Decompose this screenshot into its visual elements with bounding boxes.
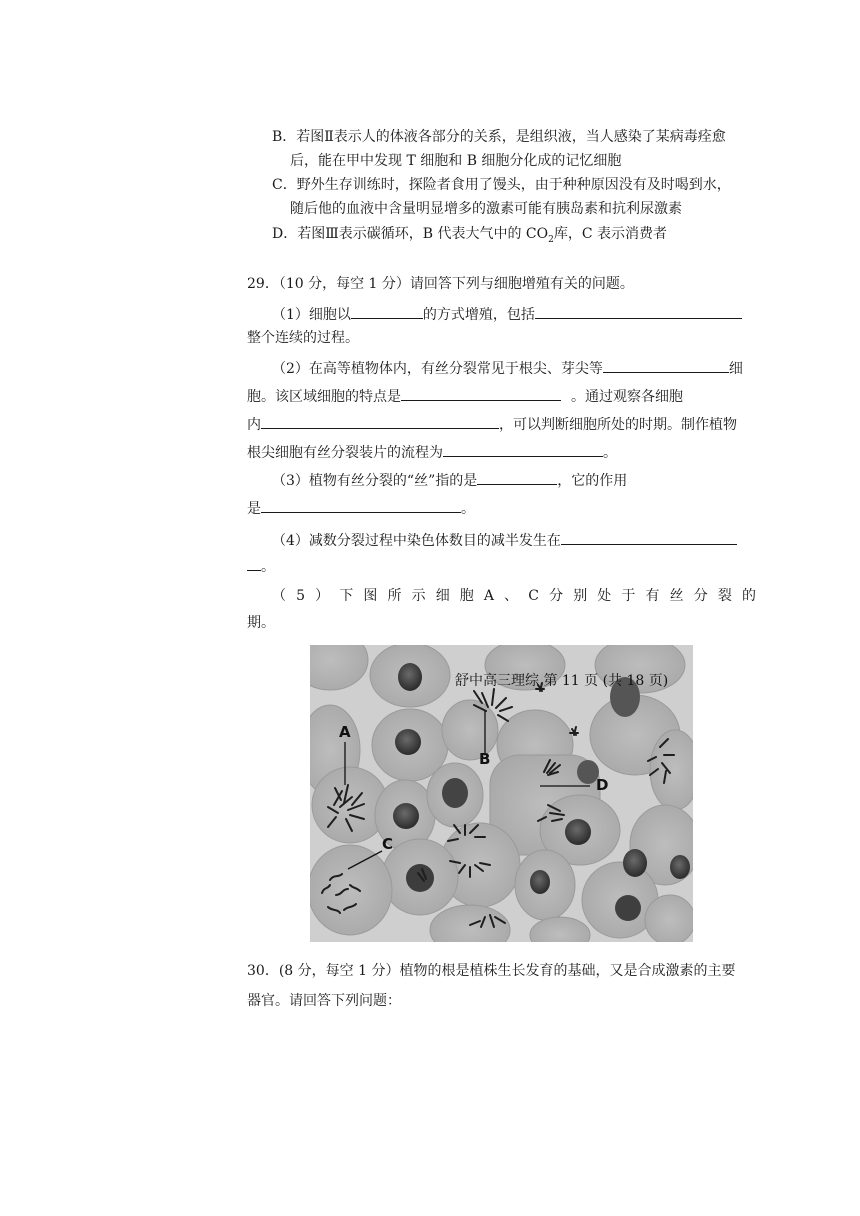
label-d: D bbox=[596, 776, 609, 794]
q29-part4-text-a: （4）减数分裂过程中染色体数目的减半发生在 bbox=[272, 533, 561, 549]
q29-part3-text-c: 是 bbox=[247, 501, 261, 517]
q29-part2-line2 bbox=[247, 386, 683, 407]
answer-blank-5[interactable] bbox=[261, 414, 499, 429]
q29-part3-text-d: 。 bbox=[461, 501, 475, 517]
option-c-line2: 随后他的血液中含量明显增多的激素可能有胰岛素和抗利尿激素 bbox=[290, 201, 682, 217]
p5-char: A bbox=[483, 588, 495, 604]
q29-part3-line2 bbox=[247, 498, 475, 519]
option-c-line1: C．野外生存训练时，探险者食用了馒头，由于种种原因没有及时喝到水， bbox=[272, 177, 731, 193]
q29-part4-text-b: 。 bbox=[261, 559, 275, 575]
q29-part5-line1 bbox=[272, 586, 756, 606]
q29-part1-line2: 整个连续的过程。 bbox=[247, 330, 359, 346]
option-d-text: D．若图Ⅲ表示碳循环，B 代表大气中的 CO bbox=[272, 226, 549, 242]
q29-part1-text-a: （1）细胞以 bbox=[272, 307, 351, 323]
q30-line1: 30．(8 分，每空 1 分）植物的根是植株生长发育的基础，又是合成激素的主要 bbox=[247, 963, 736, 979]
p5-char: C bbox=[528, 588, 539, 604]
p5-char: （ bbox=[272, 588, 286, 604]
q29-part2-text-e: 内 bbox=[247, 417, 261, 433]
option-b-line1: B．若图Ⅱ表示人的体液各部分的关系，是组织液，当人感染了某病毒痊愈 bbox=[272, 129, 726, 145]
label-b: B bbox=[479, 750, 491, 768]
q29-part2-line3 bbox=[247, 414, 737, 435]
p5-char: 处 bbox=[597, 588, 612, 604]
q29-part2-text-f: ，可以判断细胞所处的时期。制作植物 bbox=[499, 417, 737, 433]
p5-char: 图 bbox=[363, 588, 378, 604]
page-footer-overlay: 舒中高三理综 第 11 页 (共 18 页) bbox=[455, 673, 669, 689]
q29-part2-line1 bbox=[272, 358, 743, 379]
q29-part2-text-b: 细 bbox=[728, 361, 743, 377]
p5-char: 所 bbox=[387, 588, 402, 604]
answer-blank-1[interactable] bbox=[351, 304, 423, 319]
answer-blank-7[interactable] bbox=[477, 470, 557, 485]
p5-char: 分 bbox=[693, 588, 708, 604]
q29-part3-line1 bbox=[272, 470, 627, 491]
q30-line2: 器官。请回答下列问题： bbox=[247, 993, 401, 1009]
q29-header: 29．（10 分，每空 1 分）请回答下列与细胞增殖有关的问题。 bbox=[247, 276, 634, 292]
q29-part4-line1 bbox=[272, 530, 737, 551]
answer-blank-4[interactable] bbox=[401, 386, 561, 401]
answer-blank-9-end[interactable] bbox=[247, 556, 261, 571]
q29-part3-text-b: ，它的作用 bbox=[557, 473, 628, 489]
co2-subscript: 2 bbox=[548, 234, 554, 245]
q29-part5-line2: 期。 bbox=[247, 615, 275, 631]
p5-char: 裂 bbox=[717, 588, 732, 604]
p5-char: 下 bbox=[339, 588, 354, 604]
q29-part4-line2 bbox=[247, 556, 275, 577]
answer-blank-9[interactable] bbox=[561, 530, 737, 545]
p5-char: 示 bbox=[411, 588, 426, 604]
q29-part1-line1 bbox=[272, 304, 742, 325]
p5-char: 5 bbox=[296, 588, 306, 604]
answer-blank-3[interactable] bbox=[603, 358, 729, 373]
label-a: A bbox=[339, 723, 351, 741]
p5-char: 分 bbox=[549, 588, 564, 604]
p5-char: 胞 bbox=[459, 588, 474, 604]
q29-part2-text-c: 胞。该区域细胞的特点是 bbox=[247, 389, 401, 405]
answer-blank-8[interactable] bbox=[261, 498, 461, 513]
q29-part1-text-b: 的方式增殖，包括 bbox=[422, 307, 535, 323]
q29-part2-text-d: 。通过观察各细胞 bbox=[571, 389, 683, 405]
p5-char: 细 bbox=[435, 588, 450, 604]
label-c: C bbox=[382, 835, 394, 853]
option-b-line2: 后，能在甲中发现 T 细胞和 B 细胞分化成的记忆细胞 bbox=[290, 153, 622, 169]
q29-part2-text-h: 。 bbox=[603, 445, 617, 461]
p5-char: 别 bbox=[573, 588, 588, 604]
q29-part2-text-g: 根尖细胞有丝分裂装片的流程为 bbox=[247, 445, 443, 461]
p5-char: 有 bbox=[645, 588, 660, 604]
p5-char: 、 bbox=[504, 588, 519, 604]
q29-part2-text-a: （2）在高等植物体内，有丝分裂常见于根尖、芽尖等 bbox=[272, 361, 603, 377]
p5-char: 于 bbox=[621, 588, 636, 604]
answer-blank-6[interactable] bbox=[443, 442, 603, 457]
q29-part2-line4 bbox=[247, 442, 617, 463]
p5-char: ） bbox=[315, 588, 330, 604]
option-d bbox=[272, 224, 667, 250]
answer-blank-2[interactable] bbox=[535, 304, 742, 319]
p5-char: 丝 bbox=[669, 588, 684, 604]
p5-char: 的 bbox=[741, 588, 756, 604]
q29-part3-text-a: （3）植物有丝分裂的“丝”指的是 bbox=[272, 473, 478, 489]
option-d-text-end: 库，C 表示消费者 bbox=[553, 226, 668, 242]
mitosis-micrograph bbox=[310, 645, 693, 942]
